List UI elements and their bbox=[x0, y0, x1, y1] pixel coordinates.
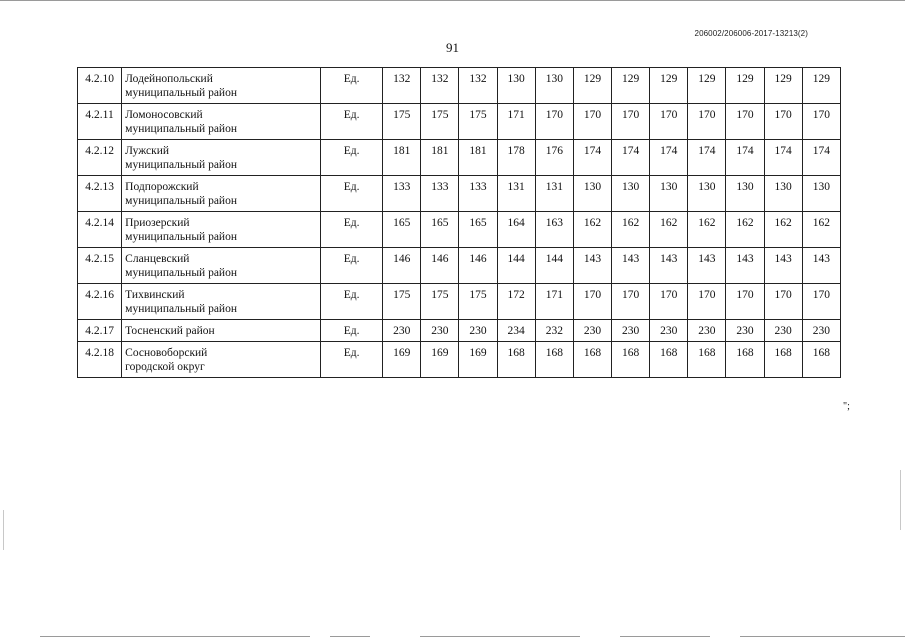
row-value: 168 bbox=[688, 342, 726, 378]
row-code: 4.2.17 bbox=[78, 320, 122, 342]
row-value: 129 bbox=[726, 68, 764, 104]
row-value: 172 bbox=[497, 284, 535, 320]
row-value: 130 bbox=[612, 176, 650, 212]
row-value: 181 bbox=[459, 140, 497, 176]
row-value: 168 bbox=[764, 342, 802, 378]
row-value: 143 bbox=[802, 248, 840, 284]
table-row bbox=[78, 104, 841, 140]
row-code: 4.2.11 bbox=[78, 104, 122, 140]
row-code: 4.2.18 bbox=[78, 342, 122, 378]
row-value: 130 bbox=[650, 176, 688, 212]
closing-quote-mark: "; bbox=[843, 401, 850, 412]
row-name-line: Приозерский bbox=[125, 217, 190, 229]
table-body bbox=[78, 68, 841, 378]
row-value: 132 bbox=[421, 68, 459, 104]
table-row bbox=[78, 342, 841, 378]
row-value: 230 bbox=[459, 320, 497, 342]
row-value: 230 bbox=[383, 320, 421, 342]
row-value: 170 bbox=[612, 104, 650, 140]
row-name bbox=[122, 248, 321, 284]
row-name bbox=[122, 212, 321, 248]
row-name-line: муниципальный район bbox=[125, 159, 237, 171]
row-value: 162 bbox=[612, 212, 650, 248]
row-value: 171 bbox=[535, 284, 573, 320]
scan-edge-line bbox=[0, 0, 905, 1]
row-value: 131 bbox=[535, 176, 573, 212]
data-table bbox=[77, 67, 841, 378]
row-value: 230 bbox=[650, 320, 688, 342]
row-value: 230 bbox=[802, 320, 840, 342]
document-id: 206002/206006-2017-13213(2) bbox=[694, 29, 808, 38]
row-value: 129 bbox=[612, 68, 650, 104]
row-unit: Ед. bbox=[320, 248, 382, 284]
row-value: 129 bbox=[650, 68, 688, 104]
row-value: 168 bbox=[497, 342, 535, 378]
row-value: 168 bbox=[726, 342, 764, 378]
row-value: 175 bbox=[459, 104, 497, 140]
row-value: 169 bbox=[421, 342, 459, 378]
page-number: 91 bbox=[446, 40, 459, 55]
row-value: 170 bbox=[650, 284, 688, 320]
row-value: 143 bbox=[688, 248, 726, 284]
row-name-line: муниципальный район bbox=[125, 231, 237, 243]
row-name-line: муниципальный район bbox=[125, 195, 237, 207]
row-value: 170 bbox=[802, 284, 840, 320]
row-value: 174 bbox=[650, 140, 688, 176]
row-code: 4.2.13 bbox=[78, 176, 122, 212]
row-value: 130 bbox=[497, 68, 535, 104]
row-value: 133 bbox=[459, 176, 497, 212]
row-unit: Ед. bbox=[320, 212, 382, 248]
margin-tick bbox=[900, 470, 901, 530]
row-value: 129 bbox=[688, 68, 726, 104]
row-name-line: Лужский bbox=[125, 145, 170, 157]
row-code: 4.2.12 bbox=[78, 140, 122, 176]
row-value: 168 bbox=[535, 342, 573, 378]
row-value: 164 bbox=[497, 212, 535, 248]
row-code: 4.2.14 bbox=[78, 212, 122, 248]
row-value: 162 bbox=[573, 212, 611, 248]
row-value: 143 bbox=[650, 248, 688, 284]
row-name-line: муниципальный район bbox=[125, 303, 237, 315]
row-value: 146 bbox=[383, 248, 421, 284]
row-value: 178 bbox=[497, 140, 535, 176]
row-value: 174 bbox=[802, 140, 840, 176]
row-unit: Ед. bbox=[320, 320, 382, 342]
row-value: 132 bbox=[459, 68, 497, 104]
row-unit: Ед. bbox=[320, 176, 382, 212]
row-value: 170 bbox=[726, 104, 764, 140]
row-value: 131 bbox=[497, 176, 535, 212]
row-value: 133 bbox=[383, 176, 421, 212]
row-value: 165 bbox=[421, 212, 459, 248]
row-value: 175 bbox=[459, 284, 497, 320]
row-code: 4.2.10 bbox=[78, 68, 122, 104]
row-value: 174 bbox=[612, 140, 650, 176]
row-value: 174 bbox=[688, 140, 726, 176]
row-value: 129 bbox=[764, 68, 802, 104]
row-value: 230 bbox=[421, 320, 459, 342]
row-value: 168 bbox=[612, 342, 650, 378]
row-name bbox=[122, 104, 321, 140]
table-row bbox=[78, 212, 841, 248]
row-value: 175 bbox=[421, 284, 459, 320]
row-name-line: муниципальный район bbox=[125, 123, 237, 135]
row-value: 130 bbox=[764, 176, 802, 212]
row-unit: Ед. bbox=[320, 104, 382, 140]
row-value: 169 bbox=[459, 342, 497, 378]
row-value: 171 bbox=[497, 104, 535, 140]
row-value: 230 bbox=[688, 320, 726, 342]
row-code: 4.2.16 bbox=[78, 284, 122, 320]
row-value: 234 bbox=[497, 320, 535, 342]
row-value: 163 bbox=[535, 212, 573, 248]
row-name-line: Тихвинский bbox=[125, 289, 185, 301]
table-row bbox=[78, 176, 841, 212]
margin-tick bbox=[3, 510, 4, 550]
row-value: 170 bbox=[612, 284, 650, 320]
scan-edge-line bbox=[420, 636, 580, 637]
row-name bbox=[122, 176, 321, 212]
row-value: 132 bbox=[383, 68, 421, 104]
row-name-line: городской округ bbox=[125, 361, 205, 373]
row-value: 162 bbox=[764, 212, 802, 248]
row-value: 143 bbox=[726, 248, 764, 284]
row-value: 133 bbox=[421, 176, 459, 212]
row-value: 170 bbox=[726, 284, 764, 320]
table-row bbox=[78, 320, 841, 342]
row-name bbox=[122, 140, 321, 176]
row-unit: Ед. bbox=[320, 284, 382, 320]
scan-edge-line bbox=[330, 636, 370, 637]
scan-edge-line bbox=[40, 636, 310, 637]
row-unit: Ед. bbox=[320, 140, 382, 176]
row-value: 170 bbox=[764, 284, 802, 320]
scan-edge-line bbox=[620, 636, 710, 637]
row-value: 168 bbox=[802, 342, 840, 378]
row-name-line: муниципальный район bbox=[125, 87, 237, 99]
row-value: 169 bbox=[383, 342, 421, 378]
row-value: 230 bbox=[764, 320, 802, 342]
row-name bbox=[122, 68, 321, 104]
row-value: 130 bbox=[688, 176, 726, 212]
row-value: 143 bbox=[573, 248, 611, 284]
row-name-line: Сланцевский bbox=[125, 253, 190, 265]
table-row bbox=[78, 284, 841, 320]
row-value: 174 bbox=[726, 140, 764, 176]
row-name-line: Подпорожский bbox=[125, 181, 199, 193]
row-name-line: Сосновоборский bbox=[125, 347, 208, 359]
row-value: 162 bbox=[650, 212, 688, 248]
row-value: 232 bbox=[535, 320, 573, 342]
row-value: 146 bbox=[421, 248, 459, 284]
row-value: 129 bbox=[573, 68, 611, 104]
row-value: 230 bbox=[573, 320, 611, 342]
row-value: 129 bbox=[802, 68, 840, 104]
row-name bbox=[122, 284, 321, 320]
row-code: 4.2.15 bbox=[78, 248, 122, 284]
row-value: 130 bbox=[726, 176, 764, 212]
row-value: 144 bbox=[497, 248, 535, 284]
row-value: 175 bbox=[421, 104, 459, 140]
row-value: 170 bbox=[650, 104, 688, 140]
row-value: 170 bbox=[802, 104, 840, 140]
row-value: 130 bbox=[535, 68, 573, 104]
row-value: 168 bbox=[573, 342, 611, 378]
row-value: 230 bbox=[726, 320, 764, 342]
row-value: 170 bbox=[573, 104, 611, 140]
row-value: 175 bbox=[383, 104, 421, 140]
row-value: 175 bbox=[383, 284, 421, 320]
row-value: 170 bbox=[535, 104, 573, 140]
row-value: 176 bbox=[535, 140, 573, 176]
row-value: 170 bbox=[573, 284, 611, 320]
scan-edge-line bbox=[740, 636, 905, 637]
row-value: 168 bbox=[650, 342, 688, 378]
table-row bbox=[78, 248, 841, 284]
row-value: 170 bbox=[764, 104, 802, 140]
row-value: 170 bbox=[688, 104, 726, 140]
row-value: 162 bbox=[802, 212, 840, 248]
row-name-line: Лодейнопольский bbox=[125, 73, 213, 85]
row-value: 162 bbox=[726, 212, 764, 248]
row-value: 143 bbox=[764, 248, 802, 284]
row-value: 174 bbox=[573, 140, 611, 176]
row-name bbox=[122, 320, 321, 342]
row-value: 162 bbox=[688, 212, 726, 248]
row-value: 174 bbox=[764, 140, 802, 176]
row-value: 181 bbox=[383, 140, 421, 176]
row-value: 181 bbox=[421, 140, 459, 176]
row-name-line: муниципальный район bbox=[125, 267, 237, 279]
row-unit: Ед. bbox=[320, 342, 382, 378]
row-value: 165 bbox=[383, 212, 421, 248]
table-row bbox=[78, 140, 841, 176]
row-name-line: Ломоносовский bbox=[125, 109, 203, 121]
row-value: 230 bbox=[612, 320, 650, 342]
row-value: 146 bbox=[459, 248, 497, 284]
row-value: 130 bbox=[802, 176, 840, 212]
row-value: 170 bbox=[688, 284, 726, 320]
table-row bbox=[78, 68, 841, 104]
row-value: 165 bbox=[459, 212, 497, 248]
row-value: 144 bbox=[535, 248, 573, 284]
row-name-line: Тосненский район bbox=[125, 325, 215, 337]
row-value: 130 bbox=[573, 176, 611, 212]
row-unit: Ед. bbox=[320, 68, 382, 104]
row-value: 143 bbox=[612, 248, 650, 284]
row-name bbox=[122, 342, 321, 378]
